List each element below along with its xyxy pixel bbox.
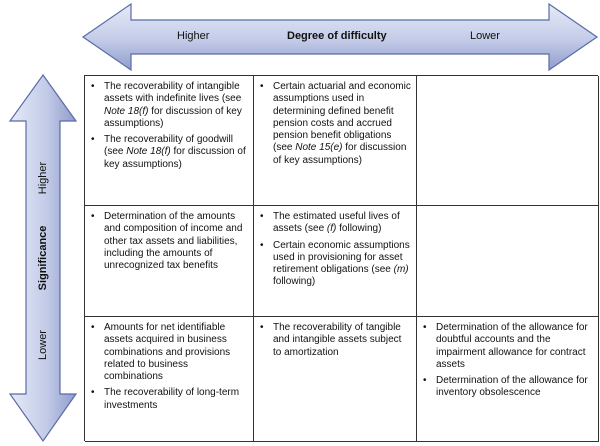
matrix-cell-r3-c2 xyxy=(254,317,417,442)
bullet-list xyxy=(256,81,412,167)
matrix-cell-r2-c3 xyxy=(417,206,599,317)
bullet-item xyxy=(104,81,249,130)
top-higher-label: Higher xyxy=(177,30,210,42)
bullet-item xyxy=(104,387,249,412)
bullet-text: The recoverability of tangible and intangible assets subject to amortization xyxy=(273,322,402,358)
bullet-text: Certain economic assumptions used in provisioning for asset retirement obligations (see xyxy=(273,239,410,276)
degree-of-difficulty-title: Degree of difficulty xyxy=(287,30,387,42)
note-reference: Note 18(f) xyxy=(126,146,171,158)
matrix-cell-r3-c1 xyxy=(85,317,254,442)
bullet-list xyxy=(419,322,594,400)
bullet-list xyxy=(87,81,249,171)
note-reference: Note 18(f) xyxy=(104,105,149,117)
note-reference: (f) xyxy=(326,223,337,235)
bullet-text: following) xyxy=(336,223,382,235)
bullet-item xyxy=(273,81,412,167)
bullet-text: Determination of the allowance for inventory obsolescence xyxy=(436,375,588,399)
bullet-item xyxy=(104,134,249,171)
bullet-text: Amounts for net identifiable assets acquired in business combinations and provisions related to business combinations xyxy=(104,322,231,383)
matrix-cell-r1-c3 xyxy=(417,76,599,206)
side-higher-label: Higher xyxy=(37,161,49,195)
bullet-item xyxy=(273,322,412,359)
side-lower-label: Lower xyxy=(37,330,49,360)
bullet-text: The recoverability of intangible assets with indefinite lives (see xyxy=(104,81,242,105)
bullet-text: The recoverability of long-term investments xyxy=(104,387,240,411)
bullet-list xyxy=(256,211,412,289)
significance-difficulty-matrix xyxy=(84,75,598,441)
bullet-text: for discussion of key assumptions) xyxy=(104,105,242,129)
matrix-cell-r2-c1 xyxy=(85,206,254,317)
bullet-text: The recoverability of goodwill (see xyxy=(104,134,233,158)
bullet-text: The estimated useful lives of assets (see xyxy=(273,211,400,235)
bullet-text: Determination of the amounts and composition of income and other tax assets and liabilities, including the amounts of unrecognized tax benefits xyxy=(104,211,243,272)
bullet-text: Determination of the allowance for doubtful accounts and the impairment allowance for contract assets xyxy=(436,322,588,370)
matrix-cell-r1-c1 xyxy=(85,76,254,206)
bullet-list xyxy=(256,322,412,359)
matrix-cell-r1-c2 xyxy=(254,76,417,206)
bullet-text: for discussion of key assumptions) xyxy=(273,142,407,166)
bullet-item xyxy=(104,211,249,272)
bullet-item xyxy=(273,211,412,236)
bullet-text: Certain actuarial and economic assumptions used in determining defined benefit pension costs and accrued pension benefit obligations (see xyxy=(273,81,411,154)
bullet-text: following) xyxy=(273,276,316,288)
significance-title: Significance xyxy=(37,225,49,291)
bullet-list xyxy=(87,211,249,272)
bullet-item xyxy=(436,375,594,400)
bullet-text: for discussion of key assumptions) xyxy=(104,146,246,170)
bullet-item xyxy=(273,240,412,289)
top-lower-label: Lower xyxy=(470,30,500,42)
note-reference: Note 15(e) xyxy=(295,142,343,154)
note-reference: (m) xyxy=(393,264,409,276)
bullet-item xyxy=(104,322,249,383)
matrix-cell-r2-c2 xyxy=(254,206,417,317)
bullet-item xyxy=(436,322,594,371)
matrix-cell-r3-c3 xyxy=(417,317,599,442)
bullet-list xyxy=(87,322,249,412)
